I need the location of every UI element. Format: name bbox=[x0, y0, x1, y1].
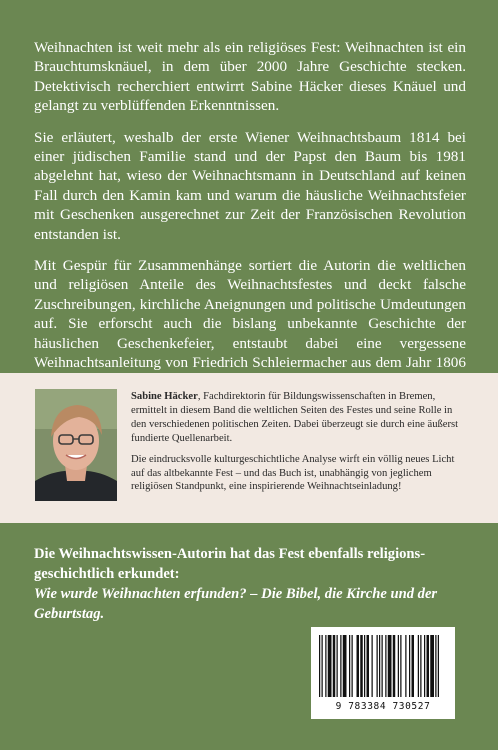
barcode-bar bbox=[430, 635, 434, 697]
barcode-bar bbox=[377, 635, 378, 697]
barcode-bar bbox=[412, 635, 415, 697]
author-text bbox=[131, 390, 466, 501]
barcode-bar bbox=[438, 635, 439, 697]
barcode-bar bbox=[409, 635, 410, 697]
barcode-bar bbox=[385, 635, 386, 697]
barcode-bar bbox=[398, 635, 399, 697]
barcode-bar bbox=[379, 635, 380, 697]
author-box bbox=[0, 373, 498, 523]
barcode-bar bbox=[352, 635, 353, 697]
also-by-author bbox=[34, 545, 474, 624]
barcode-bar bbox=[418, 635, 419, 697]
barcode-bar bbox=[393, 635, 396, 697]
barcode-bar bbox=[340, 635, 341, 697]
blurb bbox=[34, 38, 466, 423]
barcode-bar bbox=[333, 635, 336, 697]
also-by-book-title: Wie wurde Weihnachten erfunden? – Die Bibel, die Kirche und der Geburtstag. bbox=[34, 586, 438, 622]
barcode-bar bbox=[328, 635, 332, 697]
barcode-bar bbox=[388, 635, 392, 697]
barcode-bar bbox=[364, 635, 365, 697]
barcode-bar bbox=[405, 635, 406, 697]
barcode-bar bbox=[372, 635, 373, 697]
barcode-bar bbox=[325, 635, 326, 697]
barcode-bar bbox=[382, 635, 383, 697]
author-bio bbox=[131, 390, 466, 446]
barcode bbox=[311, 627, 455, 719]
barcode-bar bbox=[400, 635, 401, 697]
blurb-paragraph-2: Sie erläutert, weshalb der erste Wiener Weihnachtsbaum 1814 bei einer jüdischen Familie stand und der Papst den Baum bis 1981 abgelehnt hat, wieso der Weihnachtsmann in Deutschland auf keinen Fall durch den Kamin kam und warum die häusliche Weihnachtsfeier mit Geschenken ausgerechnet zur Zeit der Französischen Revolution entstanden ist. bbox=[34, 128, 466, 243]
also-by-heading: Die Weihnachtswissen-Autorin hat das Fest ebenfalls religionsgeschichtlich erkundet: bbox=[34, 546, 426, 582]
blurb-paragraph-1: Weihnachten ist weit mehr als ein religiöses Fest: Weihnachten ist ein Brauchtumsknäuel, in dem über 2000 Jahre Geschichte stecken. Detektivisch recherchiert entwirrt Sabine Häcker dieses Knäuel und gelangt zu verblüffenden Erkenntnissen. bbox=[34, 39, 466, 115]
author-photo bbox=[35, 389, 117, 501]
barcode-bar bbox=[424, 635, 425, 697]
barcode-bar bbox=[319, 635, 320, 697]
barcode-bar bbox=[367, 635, 370, 697]
barcode-number: 9 783384 730527 bbox=[335, 701, 431, 712]
barcode-bar bbox=[420, 635, 421, 697]
barcode-bar bbox=[337, 635, 338, 697]
barcode-bar bbox=[427, 635, 430, 697]
barcode-bar bbox=[360, 635, 363, 697]
barcode-bar bbox=[357, 635, 360, 697]
barcode-bar bbox=[349, 635, 350, 697]
author-name: Sabine Häcker bbox=[131, 391, 198, 402]
barcode-bar bbox=[343, 635, 347, 697]
author-bio-text: , Fachdirektorin für Bildungswissenschaften in Bremen, ermittelt in diesem Band die weltlichen Seiten des Festes und seine Rolle in den verschiedenen politischen Zeiten. Dabei überzeugt sie durch eine äußerst fundierte Quellenarbeit. bbox=[131, 391, 459, 444]
author-review: Die eindrucksvolle kulturgeschichtliche Analyse wirft ein völlig neues Licht auf das altbekannte Fest – und das Buch ist, unabhängig von jeglichem religiösen Standpunkt, eine inspirierende Weihnachtseinladung! bbox=[131, 453, 455, 493]
barcode-bar bbox=[322, 635, 323, 697]
barcode-bars bbox=[311, 627, 455, 701]
barcode-bar bbox=[435, 635, 436, 697]
blurb-paragraph-3: Mit Gespür für Zusammenhänge sortiert die Autorin die weltlichen und religiösen Anteile des Weihnachtsfestes und deckt falsche Zuschreibungen, kirchliche Aneignungen und politische Umdeutungen auf. Sie erforscht auch die bislang unbekannte Geschichte der häuslichen Geschenkefeier, entstaubt dabei eine vergessene Weihnachtsanleitung von Friedrich Schleiermacher aus dem Jahr 1806 bbox=[34, 257, 466, 372]
author-portrait-illustration bbox=[35, 389, 117, 501]
